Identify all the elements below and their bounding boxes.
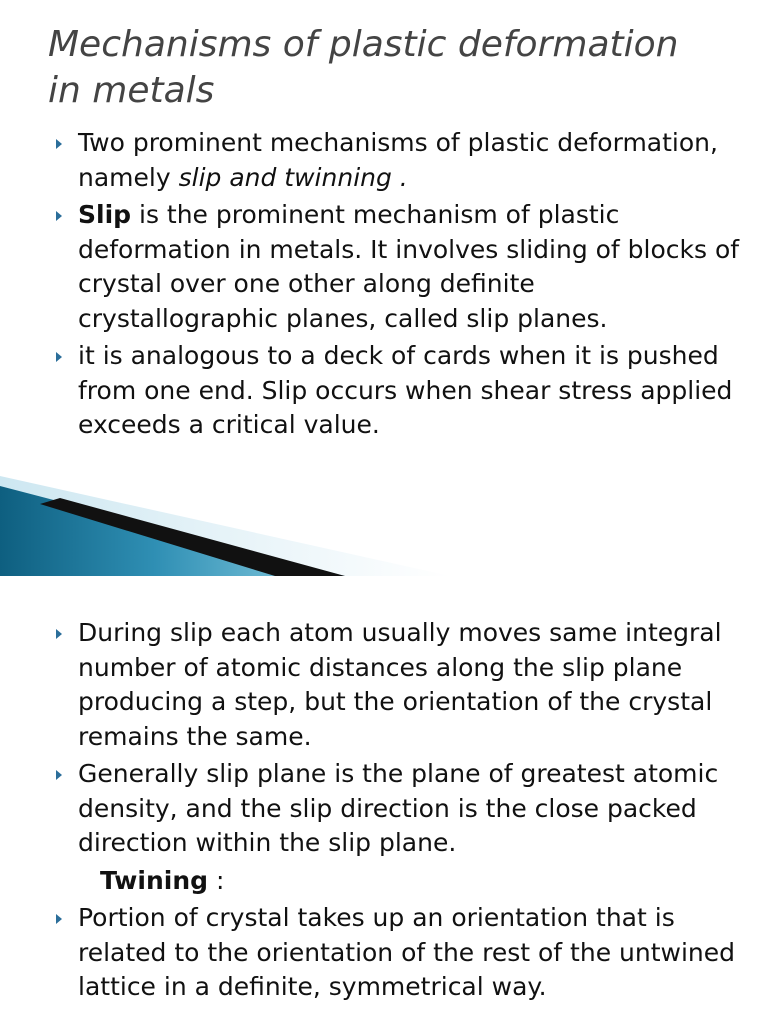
- triangle-bullet-icon: [56, 211, 62, 221]
- bullet-item: [50, 198, 740, 336]
- bullet-item: [50, 616, 740, 754]
- title-line-2: in metals: [48, 70, 215, 111]
- bullet-text: Generally slip plane is the plane of greatest atomic density, and the slip direction is the close packed direction within the slip plane.: [78, 759, 719, 857]
- subheading-twining: [50, 864, 740, 899]
- bullet-list: [50, 616, 740, 1008]
- triangle-bullet-icon: [56, 352, 62, 362]
- bullet-item: [50, 339, 740, 443]
- bullet-lead: Slip: [78, 200, 132, 229]
- bullet-item: [50, 901, 740, 1005]
- triangle-bullet-icon: [56, 139, 62, 149]
- subheading-colon: :: [208, 865, 225, 895]
- triangle-bullet-icon: [56, 629, 62, 639]
- bullet-emphasis: slip and twinning .: [178, 162, 408, 192]
- bullet-text: During slip each atom usually moves same integral number of atomic distances along the slip plane producing a step, but the orientation of the crystal remains the same.: [78, 618, 722, 751]
- bullet-text: it is analogous to a deck of cards when it is pushed from one end. Slip occurs when shear stress applied exceeds a critical value.: [78, 341, 733, 439]
- decorative-swoosh: [0, 476, 768, 576]
- title-line-1: Mechanisms of plastic deformation: [48, 24, 679, 65]
- subheading-label: Twining: [100, 865, 209, 895]
- bullet-item: [50, 126, 740, 195]
- bullet-text: Two prominent mechanisms of plastic deformation, namely: [78, 128, 718, 192]
- bullet-item: [50, 757, 740, 861]
- bullet-text: Portion of crystal takes up an orientation that is related to the orientation of the rest of the untwined lattice in a definite, symmetrical way.: [78, 903, 735, 1001]
- triangle-bullet-icon: [56, 914, 62, 924]
- bullet-text: is the prominent mechanism of plastic deformation in metals. It involves sliding of blocks of crystal over one other along definite crystallographic planes, called slip planes.: [78, 200, 740, 333]
- bullet-list: [50, 126, 740, 446]
- slide-2: [0, 576, 768, 1024]
- slide-title: [48, 22, 748, 114]
- triangle-bullet-icon: [56, 770, 62, 780]
